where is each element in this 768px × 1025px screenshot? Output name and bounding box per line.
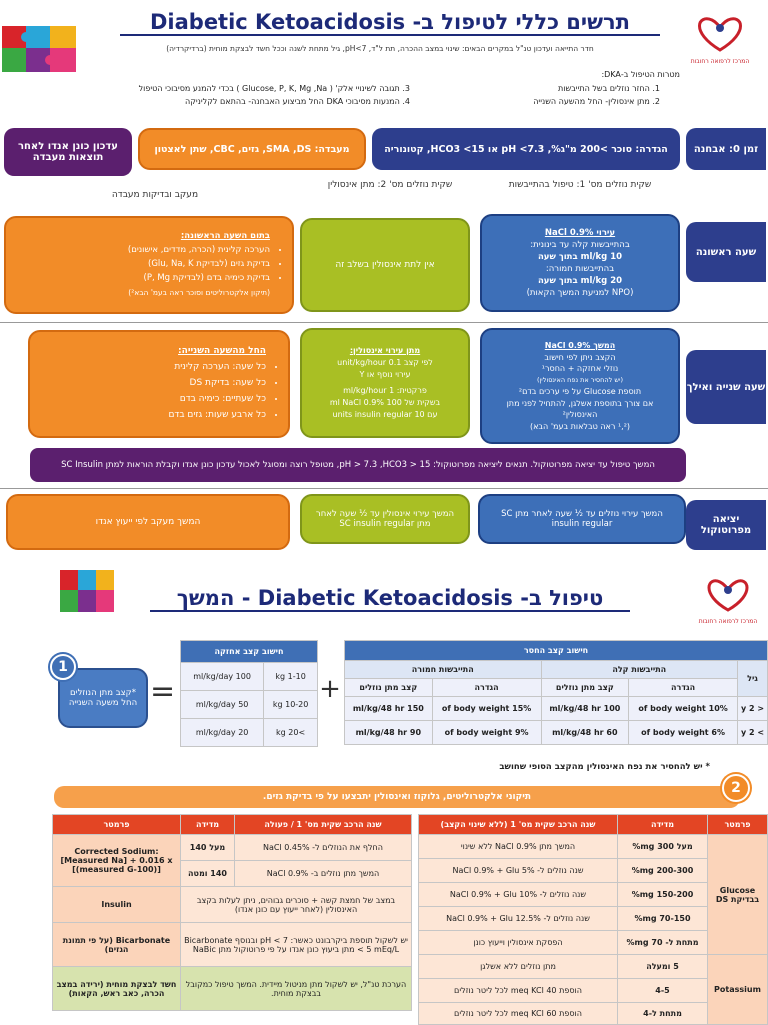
monitor2-title: החל מהשעה השנייה: [178, 346, 266, 356]
sodium-insulin-table [52, 814, 412, 1011]
table-cell: 10% of body weight [629, 697, 738, 721]
table-cell: 5 ומעלה [618, 955, 708, 979]
page2-title: טיפול ב- Diabetic Ketoacidosis - המשך [150, 586, 630, 612]
measure-header: מדידה [181, 815, 235, 835]
mild-header: התייבשות קלה [541, 661, 737, 679]
deficit-title: חישוב קצב החסר [345, 641, 768, 661]
fluids1-title: עירוי NaCl 0.9% [544, 228, 616, 238]
fluids1-line: בהתייבשות חמורה: [545, 264, 615, 274]
puzzle-logo-icon [0, 22, 78, 74]
insulin-label: Insulin [53, 887, 181, 923]
lab-box: מעבדה: SMA ,DS, גזים, CBC, שתן לאצטון [138, 128, 366, 170]
insulin2-line: עם 10 units insulin regular [332, 410, 438, 419]
table-cell: 200-300 mg% [618, 859, 708, 883]
insulin2-line: פרקטית: 1 ml/kg/hour [343, 386, 427, 395]
monitor1-item: • בדיקת גזים (לבדיקת Glu, Na, K) [14, 258, 270, 271]
zero-time-label: זמן 0: אבחנה [686, 128, 766, 170]
exit-insulin-box: המשך עירוי אינסולין עד ½ שעה לאחר מתן SC insulin regular [300, 494, 470, 544]
rate-header: קצב מתן נוזלים [345, 679, 433, 697]
rate-header: קצב מתן נוזלים [541, 679, 629, 697]
heart-logo-icon [680, 12, 760, 54]
equals-sign: = [150, 674, 176, 709]
measure-header: מדידה [618, 815, 708, 835]
divider [0, 488, 768, 489]
fluids1-box [480, 214, 680, 312]
insulin2-title: מתן עירוי אינסולין: [349, 346, 421, 355]
goals-title: מטרות הטיפול ב-DKA: [601, 70, 680, 79]
fluids2-line: נוזלי אחזקה + החסר¹ [541, 364, 619, 373]
table-cell: המשך מתן NaCl 0.9% ללא שינוי [419, 835, 618, 859]
insulin2-line: לפי קצב 0.1 unit/kg/hour [337, 358, 433, 367]
table-cell: שנה נוזלים ל- NaCl 0.9% + Glu 5% [419, 859, 618, 883]
table-cell: במצב של חמצת קשה + סוכרים גבוהים, ניתן לעלות בקצב האינסולין (לאחר ייעוץ עם כונן אנדו) [181, 887, 412, 923]
goal-1: 1. החזר נוזלים בשל התייבשות [558, 84, 660, 93]
monitor2-list [38, 359, 280, 424]
param-header: פרמטר [708, 815, 768, 835]
table-cell: שנה נוזלים ל- NaCl 0.9% + Glu 10% [419, 883, 618, 907]
table-cell: 15% of body weight [432, 697, 541, 721]
puzzle-logo-icon [58, 568, 116, 614]
heart-logo-icon [690, 574, 766, 614]
table-cell: 9% of body weight [432, 721, 541, 745]
potassium-label: Potassium [708, 955, 768, 1025]
monitor2-item: • כל שעה: בדיקת DS [38, 376, 266, 391]
table-cell: 100 ml/kg/day [181, 663, 264, 691]
table-cell: 50 ml/kg/day [181, 691, 264, 719]
table-cell: מעל 300 mg% [618, 835, 708, 859]
logo-text: המרכז לרפואה רחובות [698, 618, 758, 625]
table-cell: 4-5 [618, 979, 708, 1003]
exit-monitor-box: המשך מעקב לפי ייעוץ אנדו [6, 494, 290, 550]
fluids1-line: בהתייבשות קלה עד בינונית: [530, 240, 630, 250]
fluids2-line: אם צורך בתוספת אשלגן, להתחיל לפני מתן האינסולין² [506, 398, 654, 419]
table-cell: הוספת 60 meq KCl לכל ליטר נוזלים [419, 1003, 618, 1025]
table-cell: 90 ml/kg/48 hr [345, 721, 433, 745]
table-cell: 6% of body weight [629, 721, 738, 745]
table-cell: 140 ומטה [181, 861, 235, 887]
exit-fluids-box: המשך עירוי נוזלים עד ½ שעה לאחר מתן SC insulin regular [478, 494, 686, 544]
step-1-badge: 1 [50, 654, 76, 680]
monitor1-list [14, 243, 284, 300]
table-cell: 20 ml/kg/day [181, 719, 264, 747]
page-2 [0, 556, 768, 1024]
table-cell: < 2 y [738, 697, 768, 721]
cerebral-edema-label: חשד לבצקת מוחית (ירידה במצב הכרה, כאב ראש, הקאות) [53, 967, 181, 1011]
no-insulin-box: אין לתת אינסולין בשלב זה [300, 218, 470, 312]
divider [0, 322, 768, 323]
table-cell: > 2 y [738, 721, 768, 745]
fluids2-line: הקצב ניתן לפי חישוב [544, 352, 616, 362]
plus-sign: + [319, 674, 341, 704]
fluids2-line: (יש להחסיר את נפח האינסולין) [536, 375, 623, 384]
electrolyte-banner: תיקוני אלקטרוליטים, גלוקוז ואינסולין יתבצעו על פי בדיקת גזים. [54, 786, 740, 808]
sodium-label: Corrected Sodium: [Measured Na] + 0.016 x [(measured G-100)] [53, 835, 181, 887]
second-hour-label: שעה שנייה ואילך [686, 350, 766, 424]
fluids1-line: (NPO למניעת המשך הקאות) [526, 288, 634, 298]
table-cell: הוספת 40 meq KCl לכל ליטר נוזלים [419, 979, 618, 1003]
definition-header: הגדרה [629, 679, 738, 697]
col2-header: שקית נוזלים מס' 2: מתן אינסולין [327, 180, 453, 190]
action-header: שנה הרכב שקית מס' 1 / פעולה [235, 815, 412, 835]
table-cell: הערכת טנ"ל, יש לשקול מתן מניטול מיידית. המשך טיפול כמקובל בבצקת מוחית. [181, 967, 412, 1011]
fluids1-line: 20 ml/kg בתוך שעה [537, 276, 623, 286]
maintenance-table [180, 640, 318, 747]
fluids2-box [480, 328, 680, 444]
insulin-volume-note: * יש להחסיר את נפח האינסולין מהקצב הסופי שחושב [499, 762, 710, 772]
monitor2-item: • כל שעתיים: כימיה בדם [38, 392, 266, 407]
table-cell: 1-10 kg [264, 663, 318, 691]
table-cell: מעל 140 [181, 835, 235, 861]
table-cell: המשך מתן נוזלים ב- NaCl 0.9% [235, 861, 412, 887]
param-header: פרמטר [53, 815, 181, 835]
col1-header: שקית נוזלים מס' 1: טיפול בהתייבשות [508, 180, 652, 190]
hospital-logo [690, 574, 766, 634]
goal-3: 3. תגובה לשינויי אלק' ( Glucose, P, K, Mg ,Na ) בכדי להמנע מסיבוכי הטיפול [138, 84, 410, 93]
step-2-badge: 2 [722, 774, 750, 802]
table-cell: 100 ml/kg/48 hr [541, 697, 629, 721]
logo-text: המרכז לרפואה רחובות [690, 58, 750, 65]
goal-4: 4. המנעות מסיבוכי DKA החל מביצוע האבחנה- בהתאם לקליניקה [184, 97, 410, 106]
action-header: שנה הרכב שקית מס' 1 (ללא שינוי הקצב) [419, 815, 618, 835]
deficit-table [344, 640, 768, 745]
definition-box: הגדרה: סוכר >200 מ"ג%, pH <7.3 או HCO3 <15, קטונוריה [372, 128, 680, 170]
monitor1-item: (תיקון אלקטרוליטים וסוכר ראה בעמ' הבא²) [128, 288, 270, 297]
fluids2-title: המשך NaCl 0.9% [544, 341, 616, 350]
col3-header: מעקב ובדיקות מעבדה [111, 190, 199, 200]
insulin-drip-box [300, 328, 470, 438]
monitor1-item: • הערכה קלינית (הכרה, מדדים, אישונים) [14, 244, 270, 257]
insulin2-line: עירוי נוסף או Y [359, 370, 411, 379]
table-cell: מתחת ל-4 [618, 1003, 708, 1025]
bicarbonate-label: Bicarbonate (על פי תמונת הגזים) [53, 923, 181, 967]
table-cell: 10-20 kg [264, 691, 318, 719]
table-cell: החלף את הנוזלים ל- NaCl 0.45% [235, 835, 412, 861]
monitor1-item: • בדיקת כימיה בדם (לבדיקת P, Mg) [14, 272, 270, 285]
fluids1-line: 10 ml/kg בתוך שעה [537, 252, 623, 262]
first-hour-label: שעה ראשונה [686, 222, 766, 282]
hospital-logo [680, 12, 760, 72]
fluids2-line: תוספת Glucose על פי ערכים בדם² [518, 387, 642, 396]
exit-label: יציאה מפרוטוקול [686, 500, 766, 550]
severe-header: התייבשות חמורה [345, 661, 542, 679]
table-cell: יש לשקול תוספת ביקרבונט כאשר: pH < 7 ובנוסף Bicarbonate < 5 mEq/L מתן ביעוץ כונן אנדו על פי פרוטוקול מתן NaBic [181, 923, 412, 967]
table-cell: שנה נוזלים ל- NaCl 0.9% + Glu 12.5% [419, 907, 618, 931]
table-cell: >20 kg [264, 719, 318, 747]
age-header: גיל [738, 661, 768, 697]
fluids2-line: (¹,² ראה טבלאות בעמ' הבא) [529, 421, 631, 431]
maintenance-title: חישוב קצב אחזקה [181, 641, 318, 663]
monitor2-item: • כל ארבע שעות: גזים בדם [38, 408, 266, 423]
insulin2-line: בשקית של 100 ml NaCl 0.9% [329, 398, 441, 407]
continue-protocol-box: המשך טיפול עד יציאה מפרוטוקול. תנאים ליציאה מפרוטוקול: pH > 7.3 ,HCO3 > 15, מטופל רוצה ומסוגל לאכול עדכון כונן אנדו וקבלת הוראות למתן SC Insulin [30, 448, 686, 482]
table-cell: הפסקת אינסולין וייעוץ כונן [419, 931, 618, 955]
table-cell: מתן נוזלים ללא אשלגן [419, 955, 618, 979]
page-subtitle: חדר התייאה ועדכון טנ"ל במקרים הבאים: שינוי במצב ההכרה, תת ל"ד, pH<7, גיל מתחת לשנה וככל חשד לבצקת מוחית (ברדיקרדיה) [166, 44, 594, 53]
update-endo-box: עדכון כונן אנדו לאחר תוצאות מעבדה [4, 128, 132, 176]
table-cell: 60 ml/kg/48 hr [541, 721, 629, 745]
table-cell: 70-150 mg% [618, 907, 708, 931]
monitor2-box [28, 330, 290, 438]
goal-2: 2. מתן אינסולין- החל מהשעה השנייה [533, 97, 660, 106]
monitor1-box [4, 216, 294, 314]
table-cell: מתחת ל- 70 mg% [618, 931, 708, 955]
table-cell: 150-200 mg% [618, 883, 708, 907]
monitor1-title: בתום השעה הראשונה: [180, 231, 270, 241]
definition-header: הגדרה [432, 679, 541, 697]
page-title: תרשים כללי לטיפול ב- Diabetic Ketoacidosis [120, 10, 660, 36]
glucose-potassium-table [418, 814, 768, 1025]
step-1-box: *קצב מתן הנוזלים החל משעה השנייה [58, 668, 148, 728]
monitor2-item: • כל שעה: הערכה קלינית [38, 360, 266, 375]
glucose-label: Glucose בבדיקת DS [708, 835, 768, 955]
table-cell: 150 ml/kg/48 hr [345, 697, 433, 721]
